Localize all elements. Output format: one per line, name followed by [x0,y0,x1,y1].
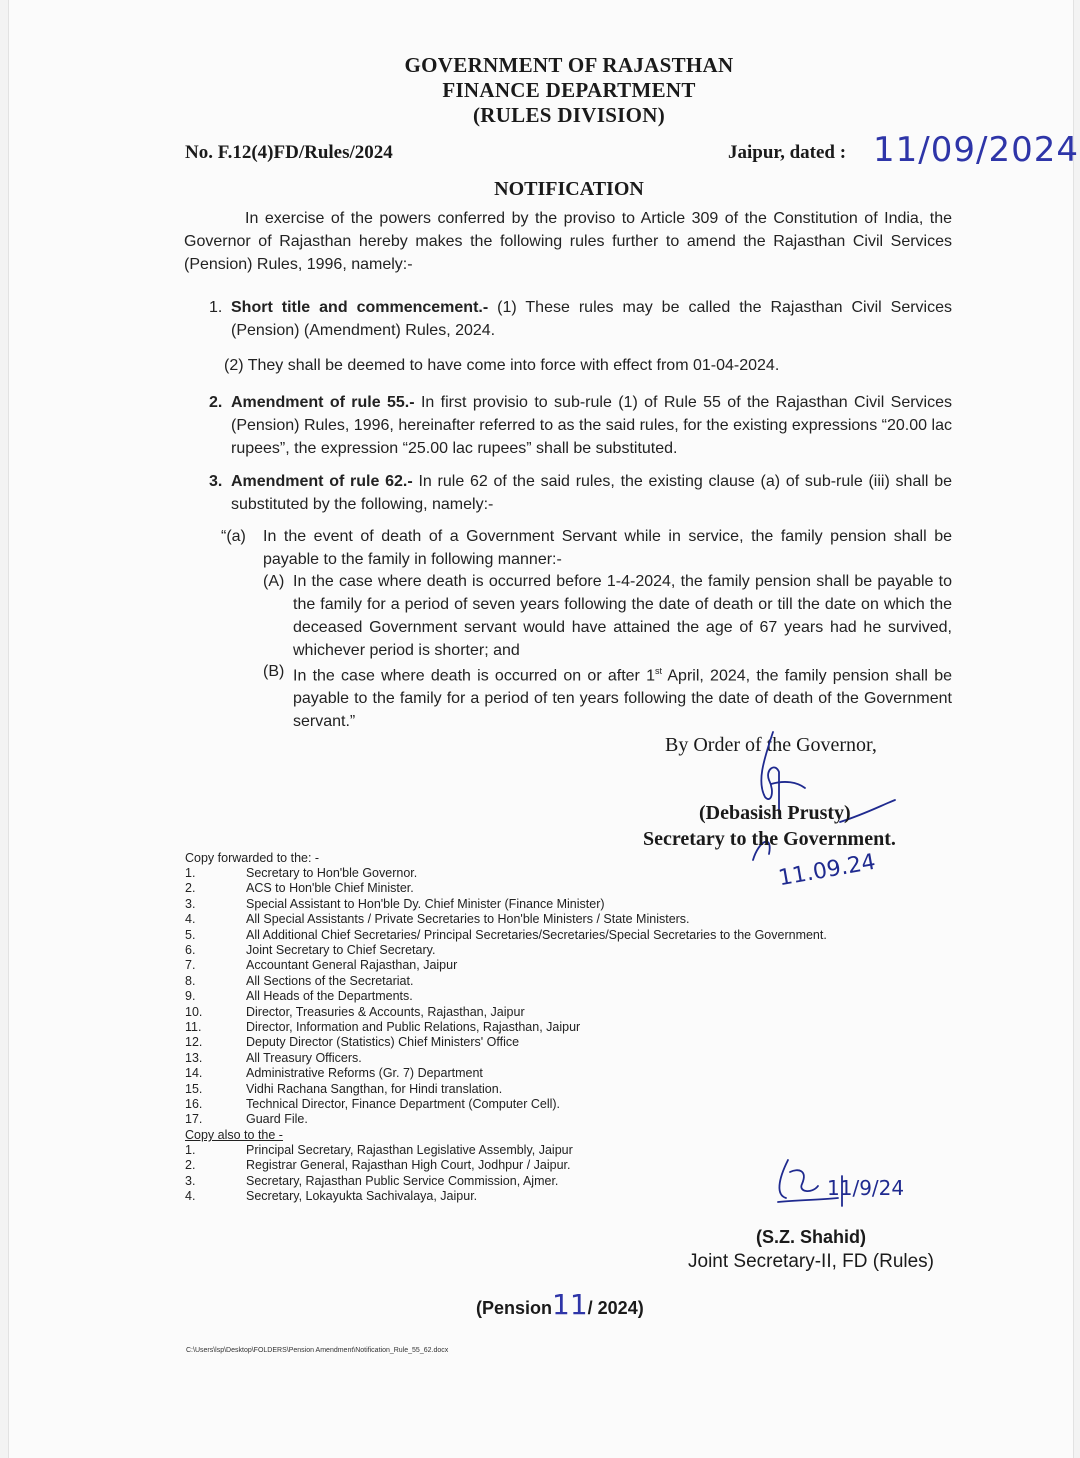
copy-forwarded-item-text: Director, Treasuries & Accounts, Rajasthan, Jaipur [246,1004,525,1019]
subclause-a-label: (A) [263,573,285,590]
reference-number: No. F.12(4)FD/Rules/2024 [185,142,393,163]
copy-forwarded-item-text: Director, Information and Public Relations, Rajasthan, Jaipur [246,1020,581,1034]
rule-2-number: 2. [209,394,223,411]
copy-forwarded-item-number: 16. [185,1097,203,1111]
copy-forwarded-item-number: 9. [185,989,196,1004]
header-government: GOVERNMENT OF RAJASTHAN [404,53,734,77]
subclause-b-pre: In the case where death is occurred on or after 1 [293,667,656,685]
copy-forwarded-item-number: 14. [185,1066,203,1081]
copy-forwarded-item-number: 5. [185,927,196,942]
rule-1-subrule-2: (2) They shall be deemed to have come into force with effect from 01-04-2024. [224,357,780,374]
rule-3-text: In rule 62 of the said rules, the existing clause (a) of sub-rule (iii) shall be substituted by the following, namely:- [231,473,952,513]
pension-ref-post: / 2024) [587,1298,644,1318]
copy-forwarded-item-text: Administrative Reforms (Gr. 7) Department [246,1066,483,1081]
copy-forwarded-item-number: 17. [185,1112,203,1127]
copy-forwarded-item-text: Deputy Director (Statistics) Chief Ministers' Office [246,1035,520,1050]
joint-secretary-designation: Joint Secretary-II, FD (Rules) [688,1251,934,1272]
secretary-sign-date: 11.09.24 [776,849,878,892]
file-path-footer: C:\Users\lsp\Desktop\FOLDERS\Pension Amendment\Notification_Rule_55_62.docx [186,1347,449,1354]
copy-also-item-number: 3. [185,1173,196,1188]
dated-label: Jaipur, dated : [728,142,847,163]
copy-forwarded-heading: Copy forwarded to the: - [185,851,320,865]
copy-also-item-text: Secretary, Lokayukta Sachivalaya, Jaipur. [246,1189,478,1204]
copy-forwarded-item-text: Secretary to Hon'ble Governor. [246,866,418,880]
handwritten-date: 11/09/2024 [873,130,1079,170]
copy-forwarded-item-number: 11. [185,1020,202,1034]
rule-3-number: 3. [209,473,223,490]
copy-forwarded-item-text: Accountant General Rajasthan, Jaipur [246,958,458,973]
copy-forwarded-item-number: 8. [185,973,196,988]
copy-forwarded-item-number: 13. [185,1050,203,1065]
copy-forwarded-item-text: Special Assistant to Hon'ble Dy. Chief Minister (Finance Minister) [246,896,605,911]
copy-also-item-number: 1. [185,1143,196,1157]
secretary-designation: Secretary to the Government. [643,828,896,850]
copy-forwarded-item-text: All Special Assistants / Private Secretaries to Hon'ble Ministers / State Ministers. [246,912,690,927]
copy-forwarded-item-number: 15. [185,1081,203,1096]
rule-1-number: 1. [209,299,223,316]
copy-forwarded-item-number: 3. [185,896,196,911]
subclause-a-text: In the case where death is occurred before 1-4-2024, the family pension shall be payable to the family for a period of seven years following the date of death or till the date on which the deceased Government servant would have attained the age of 67 years had he survived, whichever period is shorter; and [293,573,952,659]
copy-also-item-text: Registrar General, Rajasthan High Court, Jodhpur / Jaipur. [246,1158,571,1173]
copy-forwarded-item-number: 2. [185,881,196,896]
joint-secretary-name: (S.Z. Shahid) [756,1227,866,1247]
copy-forwarded-item-number: 10. [185,1004,203,1019]
notification-title: NOTIFICATION [494,178,644,200]
pension-ref-pre: (Pension [476,1298,553,1318]
copy-also-item-text: Secretary, Rajasthan Public Service Commission, Ajmer. [246,1173,559,1188]
intro-paragraph: In exercise of the powers conferred by the proviso to Article 309 of the Constitution of India, the Governor of Rajasthan hereby makes the following rules further to amend the Rajasthan Civil Services (Pension) Rules, 1996, namely:- [184,210,952,273]
copy-forwarded-item-text: All Treasury Officers. [246,1050,362,1065]
copy-forwarded-item-text: Vidhi Rachana Sangthan, for Hindi translation. [246,1081,503,1096]
copy-forwarded-item-number: 6. [185,943,196,957]
clause-a-label: “(a) [221,528,246,545]
pension-ref-number: 11 [552,1288,588,1321]
pension-reference [476,1288,644,1321]
subclause-b-post: April, 2024, the family pension shall be payable to the family for a period of ten years following the date of death of the Government servant.” [293,667,952,731]
copy-also-item-number: 2. [185,1158,196,1173]
copy-forwarded-item-text: ACS to Hon'ble Chief Minister. [246,881,414,896]
rule-3-heading: Amendment of rule 62.- [231,473,413,490]
copy-also-item-number: 4. [185,1189,196,1204]
copy-forwarded-item-text: Joint Secretary to Chief Secretary. [246,943,436,957]
rule-1-text: (1) These rules may be called the Rajasthan Civil Services (Pension) (Amendment) Rules, 2024. [231,299,953,339]
copy-also-item-text: Principal Secretary, Rajasthan Legislative Assembly, Jaipur [246,1143,573,1157]
header-division: (RULES DIVISION) [472,103,666,127]
copy-forwarded-item-text: All Sections of the Secretariat. [246,973,414,988]
by-order-text: By Order of the Governor, [665,734,877,756]
header-department: FINANCE DEPARTMENT [442,78,696,102]
subclause-b-label: (B) [263,663,285,680]
copy-forwarded-item-number: 7. [185,958,196,973]
clause-a-text: In the event of death of a Government Servant while in service, the family pension shall be payable to the family in following manner:- [263,528,952,568]
secretary-name: (Debasish Prusty) [699,802,851,824]
rule-2-paragraph [231,391,952,460]
copy-forwarded-item-text: All Additional Chief Secretaries/ Principal Secretaries/Secretaries/Special Secretaries to the Government. [246,927,827,942]
rule-3-paragraph [231,470,952,516]
copy-forwarded-item-text: Guard File. [246,1112,308,1127]
rule-1-paragraph [231,296,952,342]
copy-forwarded-item-number: 4. [185,912,196,927]
copy-also-heading: Copy also to the - [185,1128,283,1142]
copy-forwarded-item-number: 1. [185,866,196,880]
subclause-b-sup: st [655,666,663,676]
copy-forwarded-item-number: 12. [185,1035,203,1050]
rule-1-heading: Short title and commencement.- [231,299,489,316]
rule-2-text: In first provisio to sub-rule (1) of Rule 55 of the Rajasthan Civil Services (Pension) Rules, 1996, hereinafter referred to as the said rules, for the existing expressions “20.00 lac rupees”, the expression “25.00 lac rupees” shall be substituted. [231,394,953,457]
copy-forwarded-item-text: All Heads of the Departments. [246,989,413,1004]
rule-2-heading: Amendment of rule 55.- [231,394,415,411]
joint-secretary-sign-date: 11/9/24 [827,1176,905,1200]
copy-forwarded-item-text: Technical Director, Finance Department (Computer Cell). [246,1097,561,1111]
